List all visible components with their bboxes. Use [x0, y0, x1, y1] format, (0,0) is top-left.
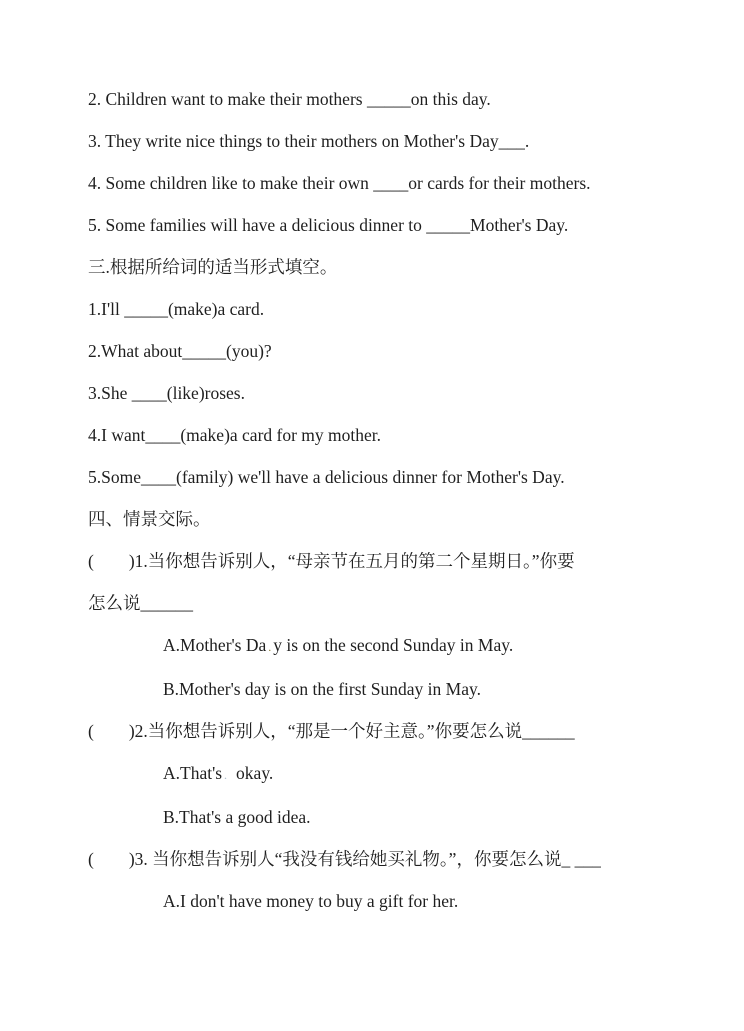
fill-item-2: 2. Children want to make their mothers _____on this day.: [88, 89, 491, 109]
mcq2-stem: ( )2.当你想告诉别人，“那是一个好主意。”你要怎么说______: [88, 721, 575, 741]
fill-item-5: 5. Some families will have a delicious dinner to _____Mother's Day.: [88, 215, 569, 235]
mcq1-option-a: [88, 624, 704, 668]
grammar-item-1: 1.I'll _____(make)a card.: [88, 299, 265, 319]
mcq3-option-a: A.I don't have money to buy a gift for her.: [163, 891, 459, 911]
scan-artifact-dot: .: [224, 768, 228, 782]
mcq2-option-a: [88, 752, 704, 796]
mcq2-option-a-text-post: okay.: [236, 763, 274, 783]
grammar-item-3: 3.She ____(like)roses.: [88, 383, 245, 403]
mcq3-stem: ( )3. 当你想告诉别人“我没有钱给她买礼物。”，你要怎么说_ ___: [88, 849, 601, 869]
mcq1-option-b: B.Mother's day is on the first Sunday in May.: [163, 679, 481, 699]
section-three-heading: 三.根据所给词的适当形式填空。: [88, 257, 338, 277]
fill-item-4: 4. Some children like to make their own ____or cards for their mothers.: [88, 173, 591, 193]
scan-artifact-dot: .: [268, 640, 272, 654]
section-four-heading: 四、情景交际。: [88, 509, 211, 529]
grammar-item-5: 5.Some____(family) we'll have a delicious dinner for Mother's Day.: [88, 467, 565, 487]
grammar-item-2: 2.What about_____(you)?: [88, 341, 272, 361]
mcq2-option-a-text-pre: A.That's: [163, 763, 223, 783]
fill-item-3: 3. They write nice things to their mothers on Mother's Day___.: [88, 131, 530, 151]
mcq1-stem-continuation: 怎么说______: [88, 593, 193, 613]
mcq1-option-a-text-pre: A.Mother's Da: [163, 635, 267, 655]
grammar-item-4: 4.I want____(make)a card for my mother.: [88, 425, 382, 445]
mcq1-option-a-text-post: y is on the second Sunday in May.: [273, 635, 514, 655]
mcq2-option-b: B.That's a good idea.: [163, 807, 311, 827]
mcq1-stem: ( )1.当你想告诉别人，“母亲节在五月的第二个星期日。”你要: [88, 551, 575, 571]
